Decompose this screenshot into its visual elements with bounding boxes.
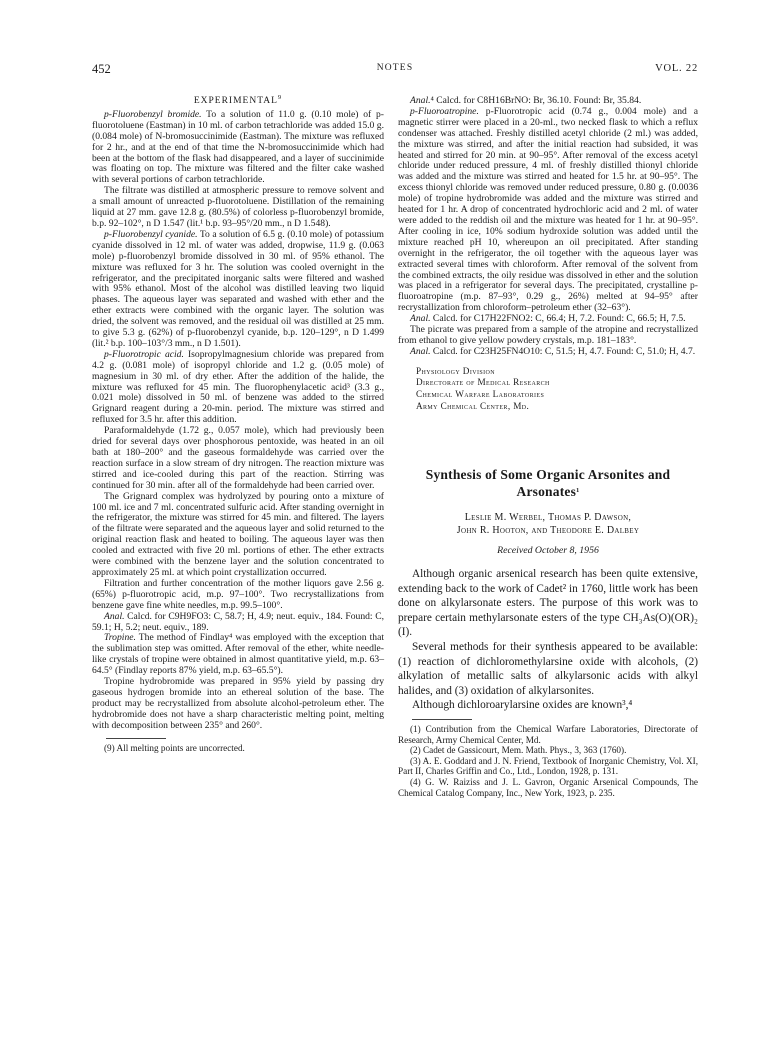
page-header bbox=[92, 62, 698, 78]
paragraph-paraformaldehyde: Paraformaldehyde (1.72 g., 0.057 mole), which had previously been dried for several days over phosphorous pentoxide, was heated in an oil bath at 180–200° and the gaseous formaldehyde was carried over the reaction surface in a slow stream of dry nitrogen. The reaction mixture was stirred and ice-cooled during this part of the reaction. Stirring was continued for 30 min. after all of the formaldehyde had been carried over. bbox=[92, 425, 384, 491]
author-list bbox=[398, 512, 698, 537]
paragraph-anal-atropine: Anal. Calcd. for C17H22FNO2: C, 66.4; H, 7.2. Found: C, 66.5; H, 7.5. bbox=[410, 313, 686, 325]
paragraph-label: p-Fluorobenzyl bromide. bbox=[104, 108, 202, 120]
footnote-4: (4) G. W. Raiziss and J. L. Gavron, Organic Arsenical Compounds, The Chemical Catalog Company, Inc., New York, 1923, p. 235. bbox=[398, 776, 698, 798]
authors-line: Leslie M. Werbel, Thomas P. Dawson, bbox=[464, 512, 632, 524]
footnote-9: (9) All melting points are uncorrected. bbox=[104, 742, 245, 753]
footnote-rule bbox=[106, 738, 166, 739]
footnote-3: (3) A. E. Goddard and J. N. Friend, Textbook of Inorganic Chemistry, Vol. XI, Part II, Charles Griffin and Co., Ltd., London, 1928, p. 131. bbox=[398, 755, 698, 777]
affiliation-address bbox=[416, 366, 698, 412]
paragraph-label: p-Fluorobenzyl cyanide. bbox=[104, 228, 198, 240]
address-line: Physiology Division bbox=[416, 365, 495, 376]
left-column bbox=[92, 96, 384, 753]
running-title: NOTES bbox=[376, 63, 414, 73]
section-heading: EXPERIMENTAL$^9$ bbox=[193, 94, 283, 106]
paragraph-label: Anal. bbox=[410, 95, 431, 106]
footnote-1: (1) Contribution from the Chemical Warfare Laboratories, Directorate of Research, Army Chemical Center, Md. bbox=[398, 723, 698, 745]
paragraph-label: p-Fluorotropic acid. bbox=[104, 348, 184, 360]
paragraph-anal-hydrobromide: Anal.⁴ Calcd. for C8H16BrNO: Br, 36.10. Found: Br, 35.84. bbox=[410, 95, 642, 106]
paragraph-tropine-hydrobromide: Tropine hydrobromide was prepared in 95% yield by passing dry gaseous hydrogen bromide into an ethereal solution of the base. The product may be recrystallized from absolute alcohol-petroleum ether. The hydrobromide does not have a sharp characteristic melting point, melting with decomposition between 235° and 260°. bbox=[92, 676, 384, 731]
address-line: Chemical Warfare Laboratories bbox=[416, 388, 545, 399]
body-paragraph: Several methods for their synthesis appeared to be available: (1) reaction of dichloromethylarsine oxide with alcohols, (2) alkylation of metallic salts of alkylarsonic acids with alkyl halides, and (3) oxidation of alkylarsonites. bbox=[398, 641, 698, 697]
paragraph-fluorotropic-acid: p-Fluorotropic acid. Isopropylmagnesium chloride was prepared from 4.2 g. (0.081 mole) of isopropyl chloride and 1.2 g. (0.05 mole) of magnesium in 30 ml. of dry ether. After the addition of the halide, the mixture was refluxed for 45 min. The fluorophenylacetic acid³ (3.3 g., 0.021 mole) dissolved in 50 ml. of benzene was added to the stirred Grignard reagent during a 20-min. period. The mixture was stirred and refluxed for 3.5 hr. after this addition. bbox=[92, 348, 384, 426]
paragraph-fluorobenzyl-bromide: p-Fluorobenzyl bromide. To a solution of 11.0 g. (0.10 mole) of p-fluorotoluene (Eastman) in 10 ml. of carbon tetrachloride was added 15.0 g. (0.084 mole) of N-bromosuccinimide (Eastman). The mixture was refluxed for 2 hr., and at the end of that time the N-bromosuccinimide which had been at the bottom of the flask had disappeared, and a layer of succinimide was floating on top. The mixture was filtered and the filter cake washed with several portions of carbon tetrachloride. bbox=[92, 108, 384, 186]
footnote-2: (2) Cadet de Gassicourt, Mem. Math. Phys., 3, 363 (1760). bbox=[410, 745, 627, 756]
address-line: Directorate of Medical Research bbox=[416, 377, 550, 388]
paragraph-anal-picrate: Anal. Calcd. for C23H25FN4O10: C, 51.5; H, 4.7. Found: C, 51.0; H, 4.7. bbox=[410, 345, 696, 357]
paragraph-fluoroatropine: p-Fluoroatropine. p-Fluorotropic acid (0.74 g., 0.004 mole) and a magnetic stirrer were placed in a 20-ml., two necked flask to which a reflux condenser was attached. Freshly distilled acetyl chloride (2 ml.) was added, the mixture was stirred, and after the initial reaction had subsided, it was heated and stirred for 20 min. at 90–95°. After removal of the excess acetyl chloride under reduced pressure, 4 ml. of freshly distilled thionyl chloride was added and the mixture was stirred and heated for 1.5 hr. at 90–95°. The excess thionyl chloride was removed under reduced pressure, 0.80 g. (0.0036 mole) of tropine hydrobromide was added and the mixture was stirred and heated for 1 hr. A drop of concentrated hydrochloric acid and 2 ml. of water were added to the reddish oil and the mixture was heated for 1 hr. at 90–95°. After cooling in ice, 10% sodium hydroxide solution was added until the mixture reached pH 10, whereupon an oil precipitated. After standing overnight in the refrigerator, the oil together with the aqueous layer was extracted several times with chloroform. After removal of the solvent from the combined extracts, the oily residue was dissolved in ether and the solution was placed in a refrigerator for several days. The precipitated, crystalline p-fluoroatropine (m.p. 87–93°, 0.29 g., 26%) melted at 94–95° after recrystallization from chloroform–petroleum ether (32–63°). bbox=[398, 105, 698, 314]
heading-note-ref: 9 bbox=[277, 94, 283, 101]
volume-label: VOL. 22 bbox=[655, 63, 698, 74]
paragraph-picrate: The picrate was prepared from a sample of the atropine and recrystallized from ethanol to give yellow powdery crystals, m.p. 181–183°. bbox=[398, 324, 698, 346]
article-title: Synthesis of Some Organic Arsonites and Arsonates$^1$ bbox=[425, 467, 671, 500]
paragraph-filtration: Filtration and further concentration of the mother liquors gave 2.56 g. (65%) p-fluorotropic acid, m.p. 97–100°. Two recrystallizations from benzene gave fine white needles, m.p. 99.5–100°. bbox=[92, 577, 384, 611]
body-paragraph: Although organic arsenical research has been quite extensive, extending back to the work of Cadet² in 1760, little work has been done on alkylarsonate esters. The purpose of this work was to prepare certain methylarsonate esters of the type CH₃As(O)(OR)₂ (I). bbox=[398, 568, 698, 639]
address-line: Army Chemical Center, Md. bbox=[416, 400, 530, 411]
right-column bbox=[398, 96, 698, 798]
paragraph-distillation: The filtrate was distilled at atmospheric pressure to remove solvent and a small amount of unreacted p-fluorotoluene. Distillation of the remaining liquid at 27 mm. gave 12.8 g. (80.5%) of colorless p-fluorobenzyl bromide, b.p. 92–102°, n D 1.547 (lit.¹ b.p. 93–95°/20 mm., n D 1.548). bbox=[92, 185, 384, 229]
paragraph-tropine: Tropine. The method of Findlay⁴ was employed with the exception that the sublimation step was omitted. After removal of the ether, white needle-like crystals of tropine were obtained in almost quantitative yield, m.p. 63–64.5° (Findlay reports 87% yield, m.p. 63–65.5°). bbox=[92, 632, 384, 677]
paragraph-label: Anal. bbox=[410, 345, 431, 357]
paragraph-label: Anal. bbox=[104, 610, 125, 622]
title-note-ref: 1 bbox=[576, 487, 580, 495]
authors-line: John R. Hooton, and Theodore E. Dalbey bbox=[456, 524, 640, 536]
paragraph-label: Tropine. bbox=[104, 632, 136, 644]
paragraph-anal-acid: Anal. Calcd. for C9H9FO3: C, 58.7; H, 4.9; neut. equiv., 184. Found: C, 59.1; H, 5.2; neut. equiv., 189. bbox=[92, 610, 384, 633]
received-date: Received October 8, 1956 bbox=[497, 545, 599, 557]
paragraph-label: p-Fluoroatropine. bbox=[410, 105, 479, 117]
body-paragraph: Although dichloroarylarsine oxides are known³,⁴ bbox=[412, 699, 633, 712]
footnote-rule bbox=[412, 719, 472, 720]
paragraph-grignard-hydrolysis: The Grignard complex was hydrolyzed by pouring onto a mixture of 100 ml. ice and 7 ml. concentrated sulfuric acid. After standing overnight in the refrigerator, the mixture was stirred for 45 min. and filtered. The layers of the filtrate were separated and the aqueous layer and solid returned to the original reaction flask and heated to boiling. The aqueous layer was then cooled and extracted with five 20 ml. portions of ether. The ether extracts were combined with the benzene layer and the solution concentrated to approximately 25 ml. at which point crystallization occurred. bbox=[92, 490, 384, 578]
article-body bbox=[398, 567, 698, 713]
paragraph-label: Anal. bbox=[410, 313, 431, 325]
paragraph-fluorobenzyl-cyanide: p-Fluorobenzyl cyanide. To a solution of 6.5 g. (0.10 mole) of potassium cyanide dissolved in 12 ml. of water was added, dropwise, 11.9 g. (0.063 mole) p-fluorobenzyl bromide dissolved in 30 ml. of 95% ethanol. The mixture was refluxed for 3 hr. The solution was cooled overnight in the refrigerator, and the precipitated inorganic salts were filtered and washed with 95% ethanol. Most of the alcohol was distilled leaving two liquid phases. The aqueous layer was separated and washed with ether and the ether extracts were combined with the organic layer. The solution was dried, the solvent was removed, and the residual oil was distilled at 25 mm. to give 5.3 g. (62%) of p-fluorobenzyl cyanide, b.p. 120–129°, n D 1.499 (lit.² b.p. 100–103°/3 mm., n D 1.501). bbox=[92, 228, 384, 349]
page-number: 452 bbox=[92, 62, 111, 76]
